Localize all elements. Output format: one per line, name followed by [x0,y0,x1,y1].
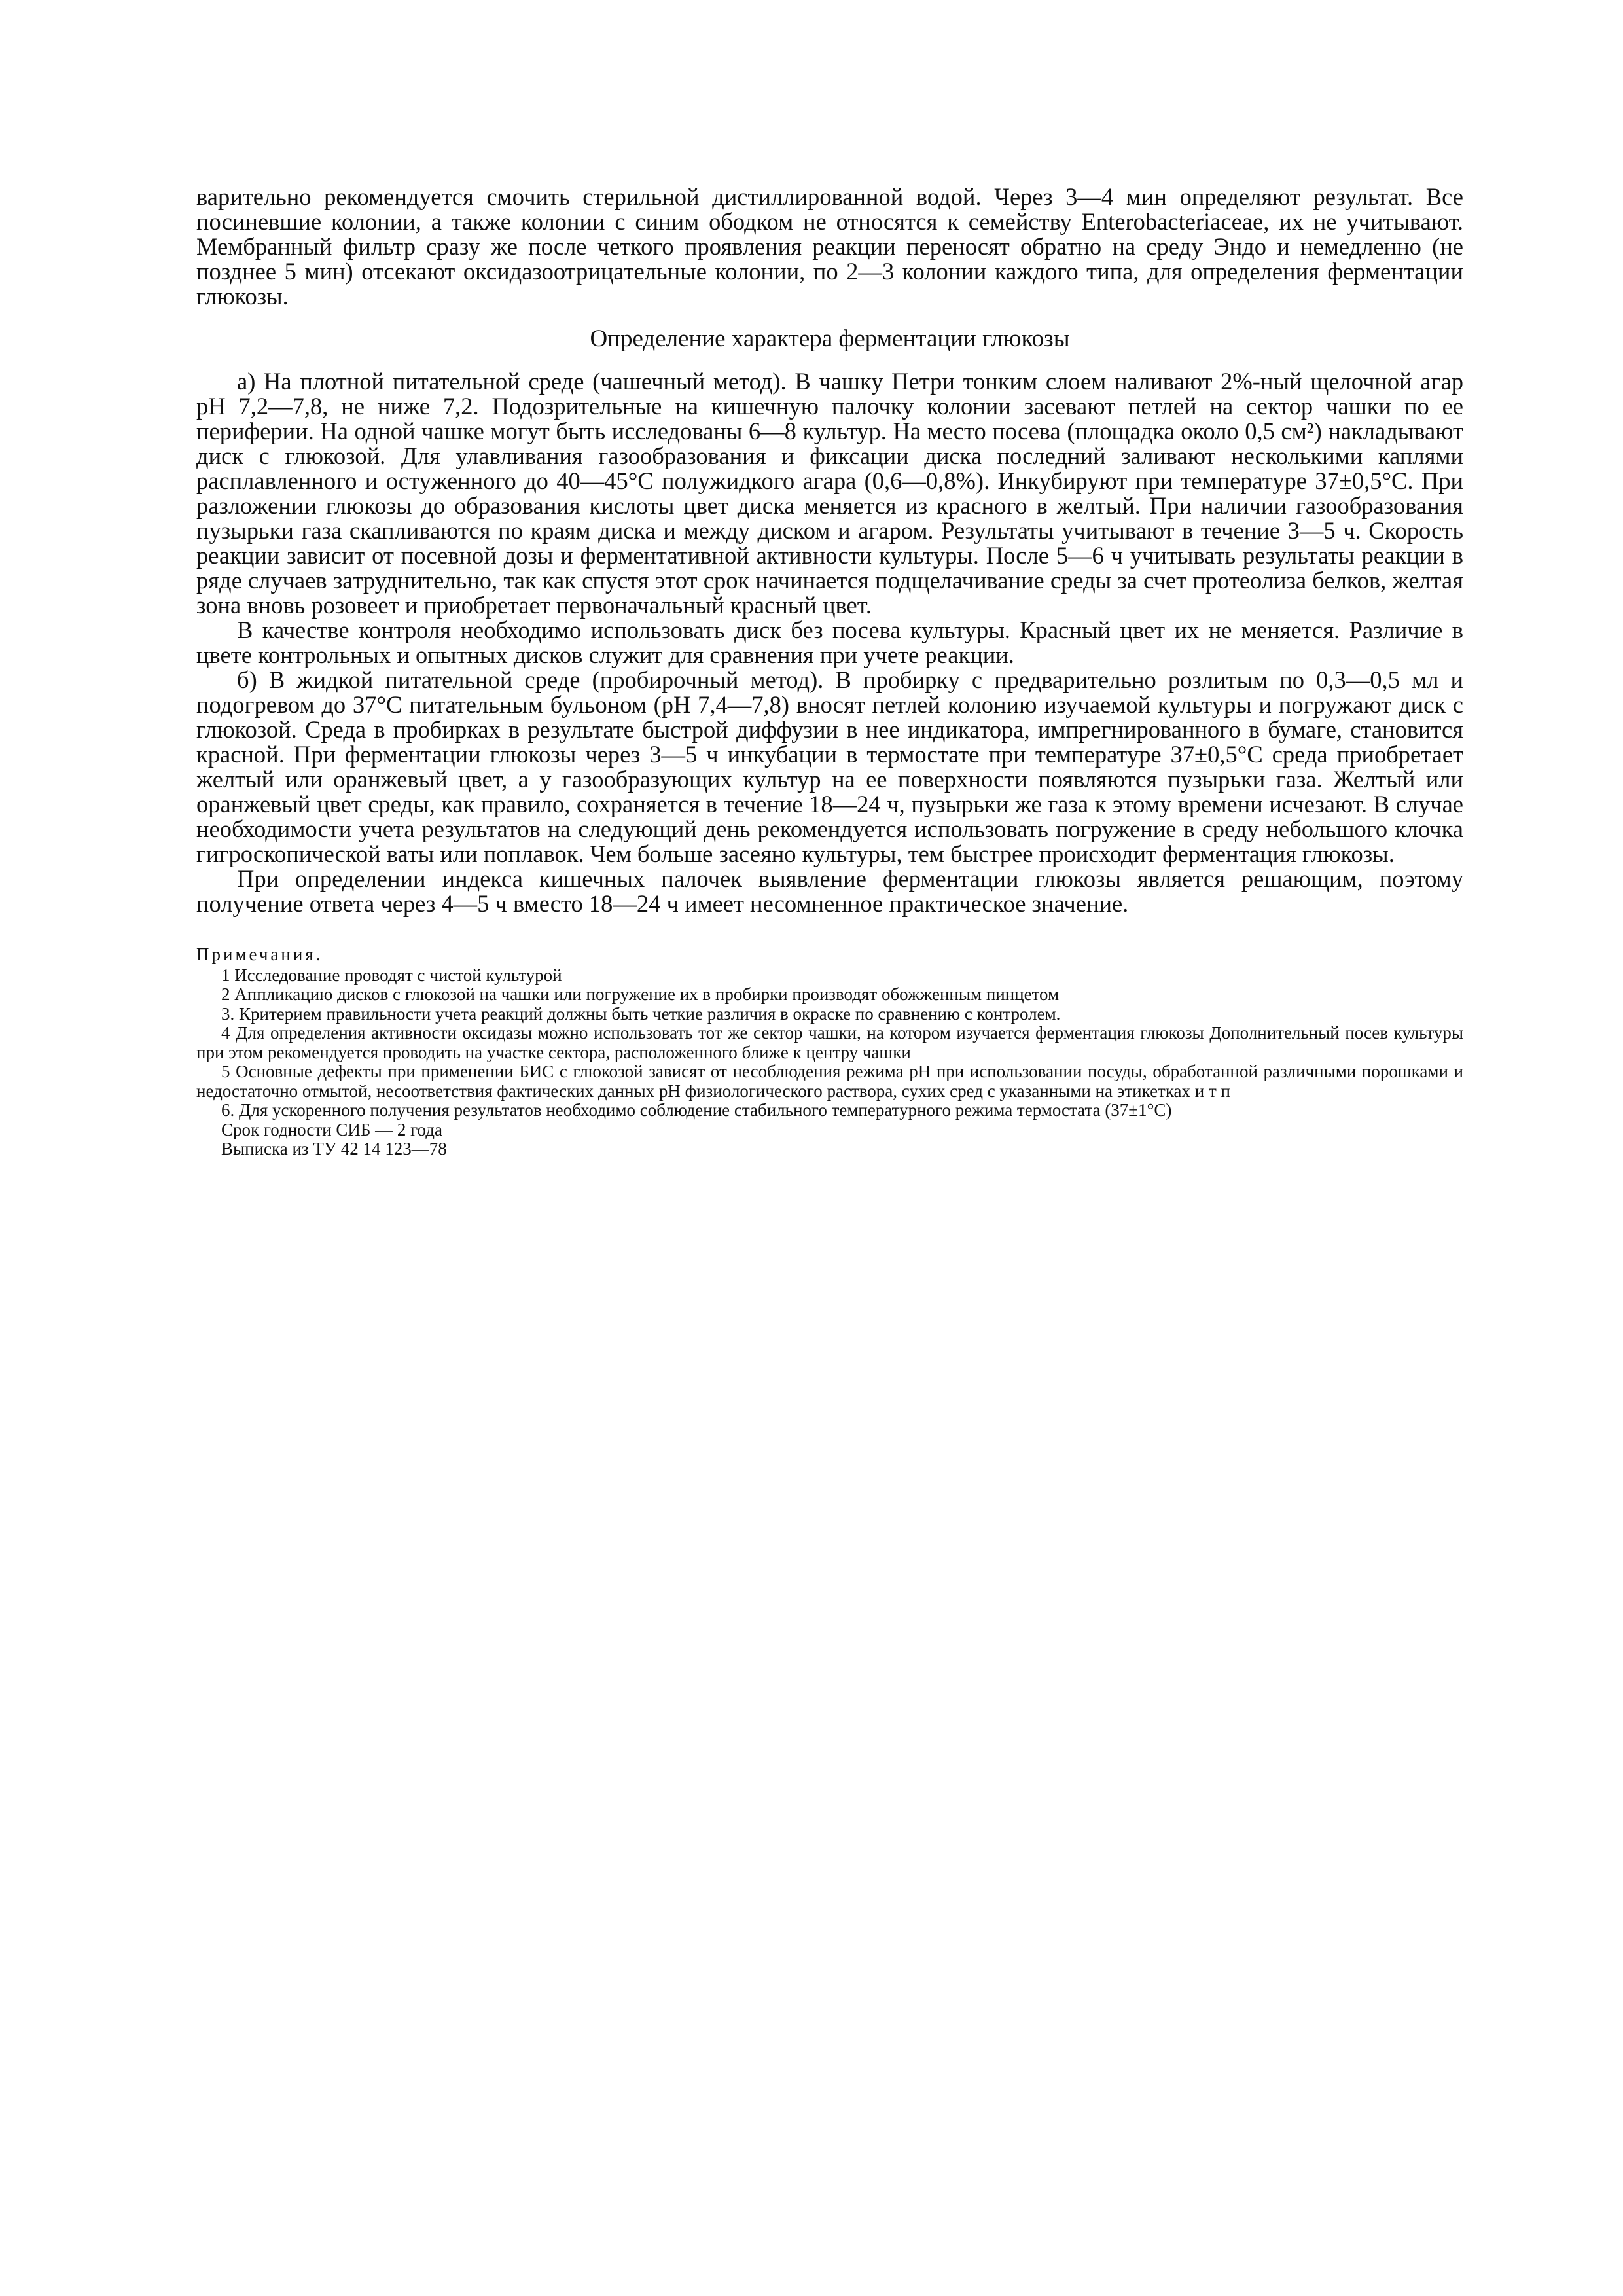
extract-reference: Выписка из ТУ 42 14 123—78 [221,1139,447,1158]
paragraph-control: В качестве контроля необходимо использовать диск без посева культуры. Красный цвет их не меняется. Различие в цвете контрольных и опытных дисков служит для сравнения при учете реакции. [196,617,1463,668]
paragraph-plate-method: а) На плотной питательной среде (чашечный метод). В чашку Петри тонким слоем наливают 2%-ный щелочной агар pH 7,2—7,8, не ниже 7,2. Подозрительные на кишечную палочку колонии засевают петлей на сектор чашки по ее периферии. На одной чашке могут быть исследованы 6—8 культур. На место посева (площадка около 0,5 см²) накладывают диск с глюкозой. Для улавливания газообразования и фиксации диска последний заливают несколькими каплями расплавленного и остуженного до 40—45°С полужидкого агара (0,6—0,8%). Инкубируют при температуре 37±0,5°С. При разложении глюкозы до образования кислоты цвет диска меняется из красного в желтый. При наличии газообразования пузырьки газа скапливаются по краям диска и между диском и агаром. Результаты учитывают в течение 3—5 ч. Скорость реакции зависит от посевной дозы и ферментативной активности культуры. После 5—6 ч учитывать результаты реакции в ряде случаев затруднительно, так как спустя этот срок начинается подщелачивание среды за счет протеолиза белков, желтая зона вновь розовеет и приобретает первоначальный красный цвет. [196,368,1463,619]
notes-title: Примечания. [196,944,323,964]
shelf-life: Срок годности СИБ — 2 года [221,1119,442,1139]
note-item: 1 Исследование проводят с чистой культурой [221,965,562,985]
note-item: 2 Аппликацию дисков с глюкозой на чашки или погружение их в пробирки производят обожженным пинцетом [221,984,1060,1004]
section-heading: Определение характера ферментации глюкозы [590,325,1070,352]
note-item: 5 Основные дефекты при применении БИС с глюкозой зависят от несоблюдения режима pH при использовании посуды, обработанной различными порошками и недостаточно отмытой, несоответствия фактических данных pH физиологического раствора, сухих сред с указанными на этикетках и т п [196,1062,1463,1101]
intro-paragraph: варительно рекомендуется смочить стерильной дистиллированной водой. Через 3—4 мин определяют результат. Все посиневшие колонии, а также колонии с синим ободком не относятся к семейству Enterobacteriaceae, их не учитывают. Мембранный фильтр сразу же после четкого проявления реакции переносят обратно на среду Эндо и немедленно (не позднее 5 мин) отсекают оксидазоотрицательные колонии, по 2—3 колонии каждого типа, для определения ферментации глюкозы. [196,183,1463,310]
note-item: 6. Для ускоренного получения результатов необходимо соблюдение стабильного температурного режима термостата (37±1°С) [221,1100,1172,1120]
document-page [196,185,1463,1159]
note-item: 3. Критерием правильности учета реакций должны быть четкие различия в окраске по сравнению с контролем. [221,1003,1061,1024]
paragraph-tube-method: б) В жидкой питательной среде (пробирочный метод). В пробирку с предварительно розлитым по 0,3—0,5 мл и подогревом до 37°С питательным бульоном (pH 7,4—7,8) вносят петлей колонию изучаемой культуры и погружают диск с глюкозой. Среда в пробирках в результате быстрой диффузии в нее индикатора, импрегнированного в бумаге, становится красной. При ферментации глюкозы через 3—5 ч инкубации в термостате при температуре 37±0,5°С среда приобретает желтый или оранжевый цвет, а у газообразующих культур на ее поверхности появляются пузырьки газа. Желтый или оранжевый цвет среды, как правило, сохраняется в течение 18—24 ч, пузырьки же газа к этому времени исчезают. В случае необходимости учета результатов на следующий день рекомендуется использовать погружение в среду небольшого клочка гигроскопической ваты или поплавок. Чем больше засеяно культуры, тем быстрее происходит ферментация глюкозы. [196,666,1463,867]
note-item: 4 Для определения активности оксидазы можно использовать тот же сектор чашки, на котором изучается ферментация глюкозы Дополнительный посев культуры при этом рекомендуется проводить на участке сектора, расположенного ближе к центру чашки [196,1023,1463,1062]
notes-section [196,945,1463,1159]
paragraph-conclusion: При определении индекса кишечных палочек выявление ферментации глюкозы является решающим, поэтому получение ответа через 4—5 ч вместо 18—24 ч имеет несомненное практическое значение. [196,865,1463,917]
